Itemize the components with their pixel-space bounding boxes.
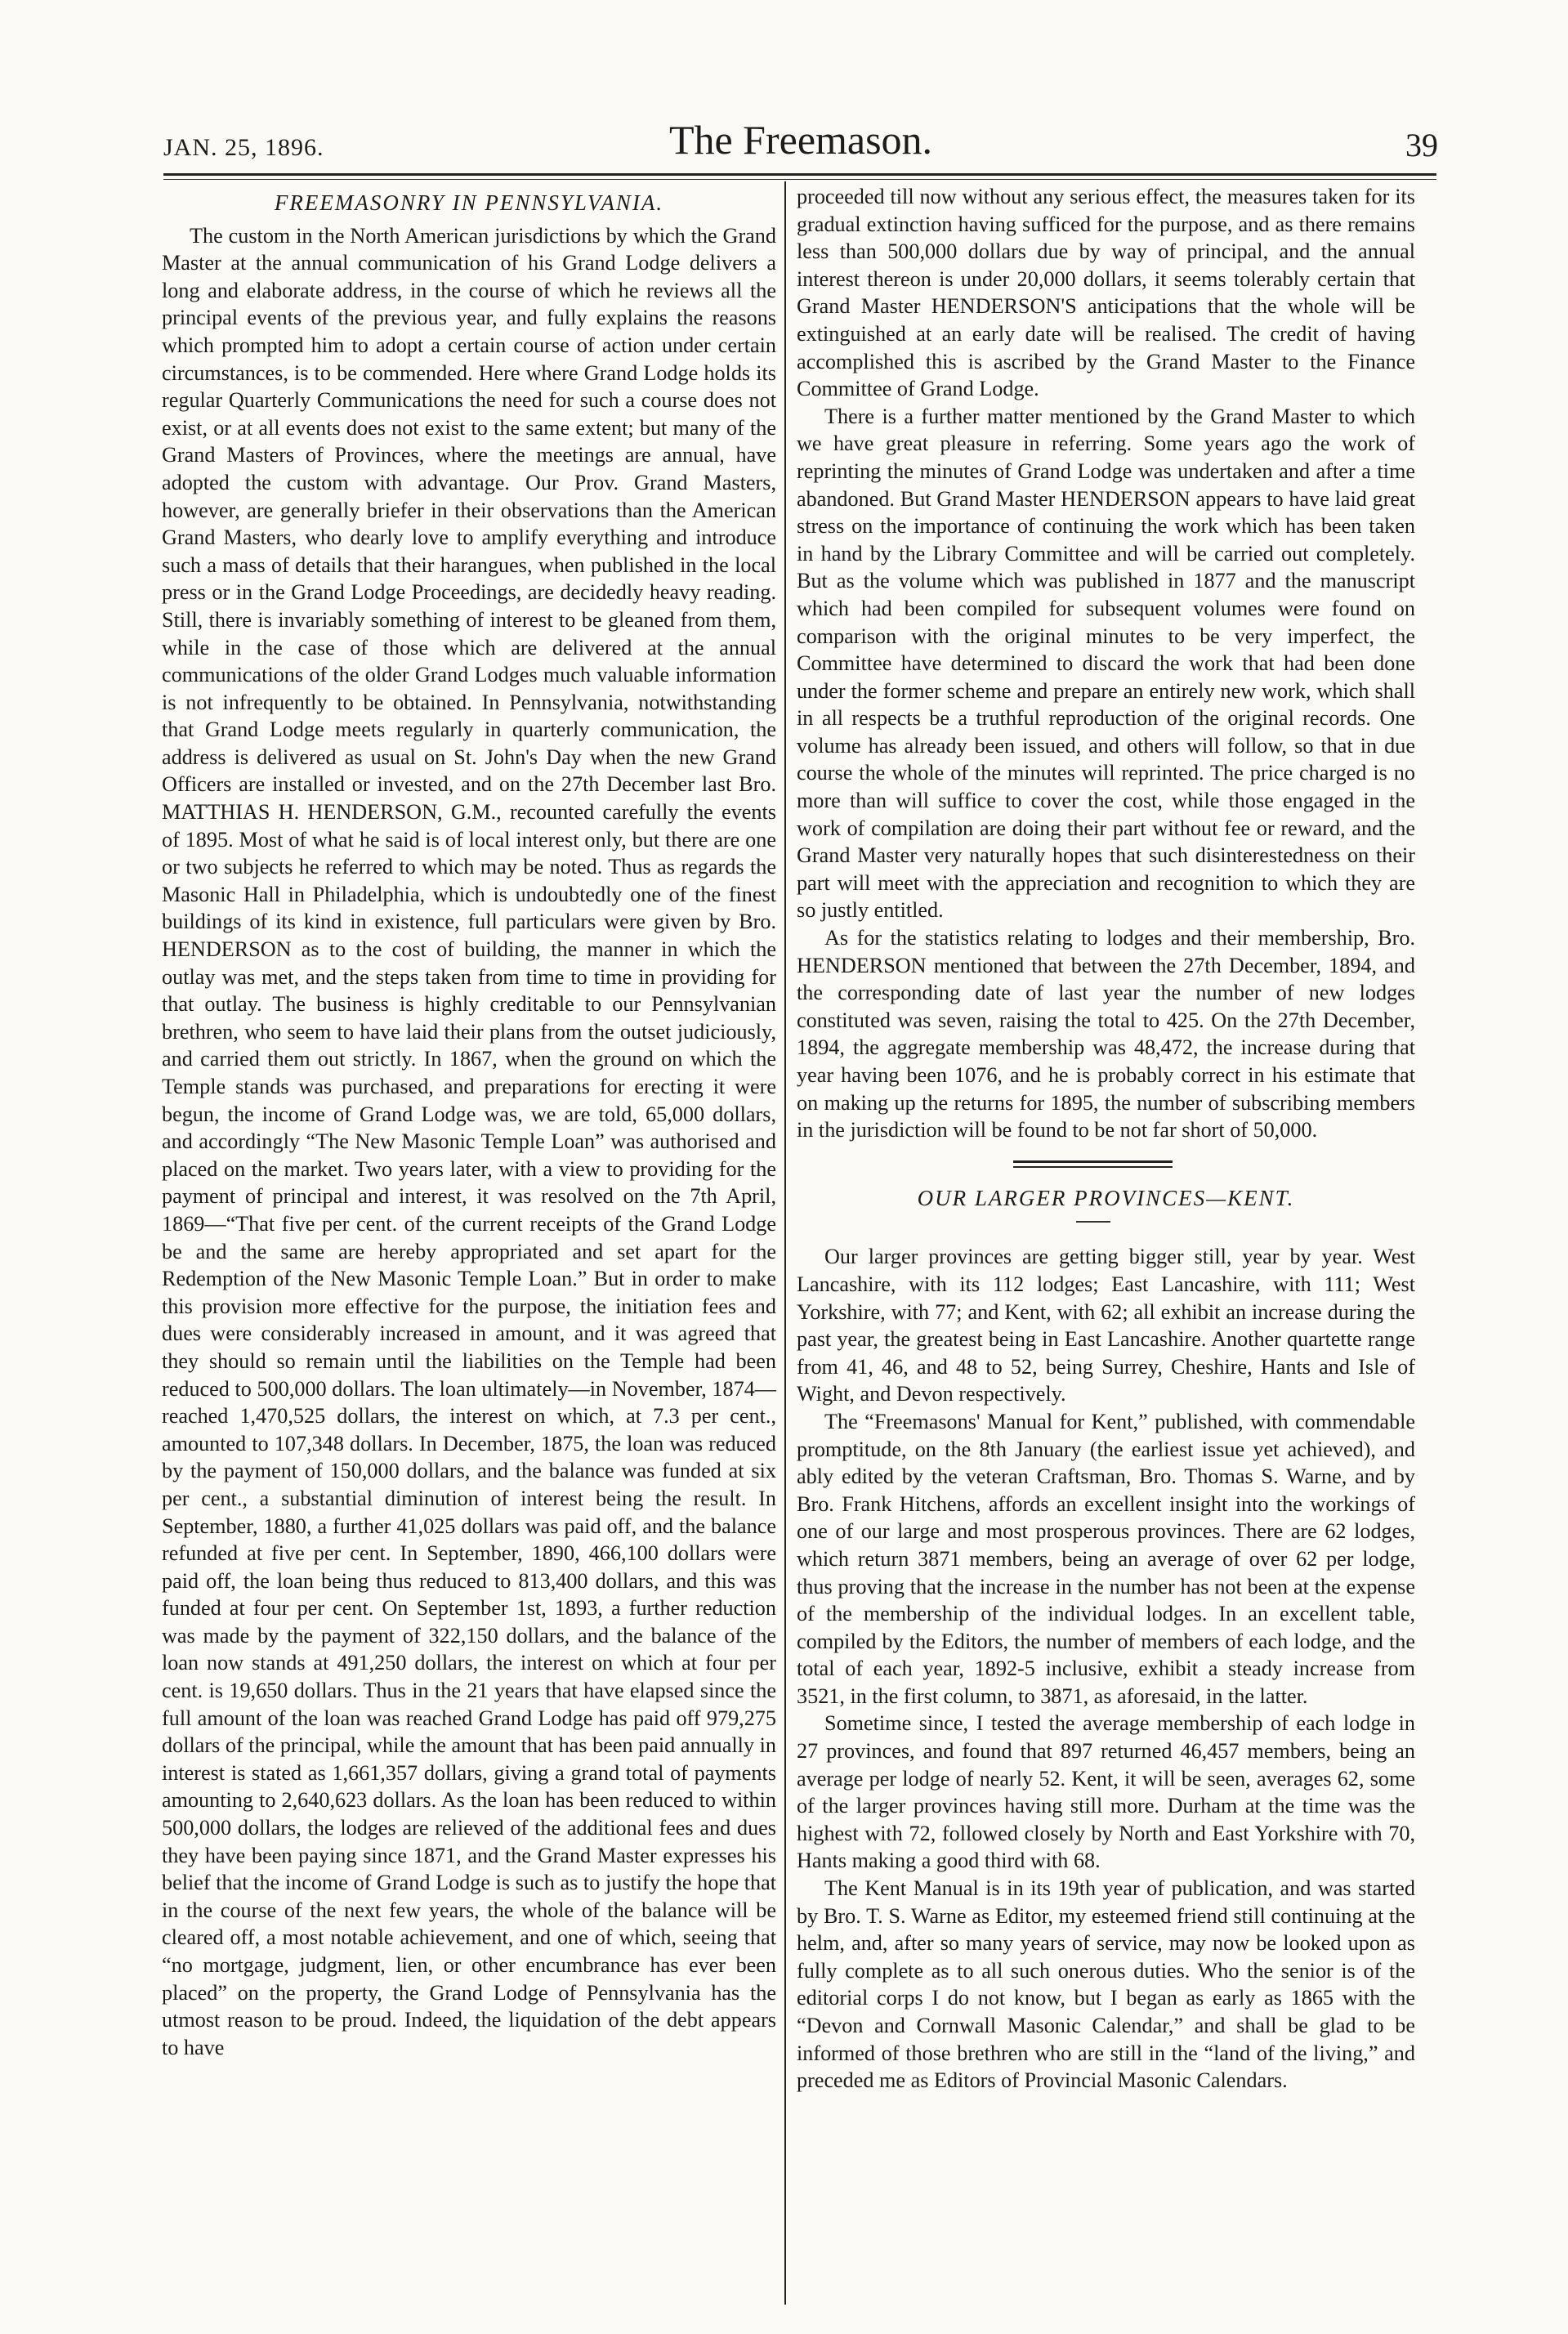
article-heading-freemasonry-pennsylvania: FREEMASONRY IN PENNSYLVANIA. xyxy=(274,190,664,215)
masthead xyxy=(163,116,1438,173)
article-paragraph: The Kent Manual is in its 19th year of publication, and was started by Bro. T. S. Warne as Editor, my esteemed friend still continuing at the helm, and, after so many years of service, may now be looked upon as fully complete as to all such onerous duties. Who the senior is of the editorial corps I do not know, but I began as early as 1865 with the “Devon and Cornwall Masonic Calendar,” and shall be glad to be informed of those brethren who are still in the “land of the living,” and preceded me as Editors of Provincial Masonic Calendars. xyxy=(797,1876,1415,2093)
article-paragraph: The “Freemasons' Manual for Kent,” published, with commendable promptitude, on the 8th January (the earliest issue yet achieved), and ably edited by the veteran Craftsman, Bro. Thomas S. Warne, and by Bro. Frank Hitchens, affords an excellent insight into the workings of one of our large and most prosperous provinces. There are 62 lodges, which return 3871 members, being an average of over 62 per lodge, thus proving that the increase in the number has not been at the expense of the membership of the individual lodges. In an excellent table, compiled by the Editors, the number of members of each lodge, and the total of each year, 1892-5 inclusive, exhibit a steady increase from 3521, in the first column, to 3871, as aforesaid, in the latter. xyxy=(797,1409,1415,1708)
column-right xyxy=(797,183,1415,2095)
article-heading-larger-provinces-kent: OUR LARGER PROVINCES—KENT. xyxy=(917,1185,1295,1210)
article-paragraph: The custom in the North American jurisdictions by which the Grand Master at the annual communication of his Grand Lodge delivers a long and elaborate address, in the course of which he reviews all the principal events of the previous year, and fully explains the reasons which prompted him to adopt a certain course of action under certain circumstances, is to be commended. Here where Grand Lodge holds its regular Quarterly Communications the need for such a course does not exist, or at all events does not exist to the same extent; but many of the Grand Masters of Provinces, where the meetings are annual, have adopted the custom with advantage. Our Prov. Grand Masters, however, are generally briefer in their observations than the American Grand Masters, who dearly love to amplify everything and introduce such a mass of details that their harangues, when published in the local press or in the Grand Lodge Proceedings, are decidedly heavy reading. Still, there is invariably something of interest to be gleaned from them, while in the case of those which are delivered at the annual communications of the older Grand Lodges much valuable information is not infrequently to be obtained. In Pennsylvania, notwithstanding that Grand Lodge meets regularly in quarterly communication, the address is delivered as usual on St. John's Day when the new Grand Officers are installed or invested, and on the 27th December last Bro. MATTHIAS H. HENDERSON, G.M., recounted carefully the events of 1895. Most of what he said is of local interest only, but there are one or two subjects he referred to which may be noted. Thus as regards the Masonic Hall in Philadelphia, which is undoubtedly one of the finest buildings of its kind in existence, full particulars were given by Bro. HENDERSON as to the cost of building, the manner in which the outlay was met, and the steps taken from time to time in providing for that outlay. The business is highly creditable to our Pennsylvanian brethren, who seem to have laid their plans from the outset judiciously, and carried them out strictly. In 1867, when the ground on which the Temple stands was purchased, and preparations for erecting it were begun, the income of Grand Lodge was, we are told, 65,000 dollars, and accordingly “The New Masonic Temple Loan” was authorised and placed on the market. Two years later, with a view to providing for the payment of principal and interest, it was resolved on the 7th April, 1869—“That five per cent. of the current receipts of the Grand Lodge be and the same are hereby appropriated and set apart for the Redemption of the New Masonic Temple Loan.” But in order to make this provision more effective for the purpose, the initiation fees and dues were considerably increased in amount, and it was agreed that they should so remain until the liabilities on the Temple had been reduced to 500,000 dollars. The loan ultimately—in November, 1874—reached 1,470,525 dollars, the interest on which, at 7.3 per cent., amounted to 107,348 dollars. In December, 1875, the loan was reduced by the payment of 150,000 dollars, and the balance was funded at six per cent., a substantial diminution of interest being the result. In September, 1880, a further 41,025 dollars was paid off, and the balance refunded at five per cent. In September, 1890, 466,100 dollars were paid off, the loan being thus reduced to 813,400 dollars, and this was funded at four per cent. On September 1st, 1893, a further reduction was made by the payment of 322,150 dollars, and the balance of the loan now stands at 491,250 dollars, the interest on which at four per cent. is 19,650 dollars. Thus in the 21 years that have elapsed since the full amount of the loan was reached Grand Lodge has paid off 979,275 dollars of the principal, while the amount that has been paid annually in interest is stated as 1,661,357 dollars, giving a grand total of payments amounting to 2,640,623 dollars. As the loan has been reduced to within 500,000 dollars, the lodges are relieved of the additional fees and dues they have been paying since 1871, and the Grand Master expresses his belief that the income of Grand Lodge is such as to justify the hope that in the course of the next few years, the whole of the balance will be cleared off, a most notable achievement, and one of which, seeing that “no mortgage, judgment, lien, or other encumbrance has ever been placed” on the property, the Grand Lodge of Pennsylvania has the utmost reason to be proud. Indeed, the liquidation of the debt appears to have xyxy=(162,223,776,2059)
article-separator xyxy=(797,1156,1415,1174)
article-paragraph: Sometime since, I tested the average membership of each lodge in 27 provinces, and found that 897 returned 46,457 members, being an average per lodge of nearly 52. Kent, it will be seen, averages 62, some of the larger provinces having still more. Durham at the time was the highest with 72, followed closely by North and East Yorkshire with 70, Hants making a good third with 68. xyxy=(797,1711,1415,1873)
newspaper-title: The Freemason. xyxy=(668,117,933,163)
article-paragraph: As for the statistics relating to lodges and their membership, Bro. HENDERSON mentioned that between the 27th December, 1894, and the corresponding date of last year the number of new lodges constituted was seven, raising the total to 425. On the 27th December, 1894, the aggregate membership was 48,472, the increase during that year having been 1076, and he is probably correct in his estimate that on making up the returns for 1895, the number of subscribing members in the jurisdiction will be found to be not far short of 50,000. xyxy=(797,926,1415,1142)
column-left xyxy=(162,190,776,2061)
heading-dash xyxy=(797,1217,1415,1228)
column-divider xyxy=(784,181,786,2305)
article-paragraph: Our larger provinces are getting bigger still, year by year. West Lancashire, with its 112 lodges; East Lancashire, with 111; West Yorkshire, with 77; and Kent, with 62; all exhibit an increase during the past year, the greatest being in East Lancashire. Another quartette range from 41, 46, and 48 to 52, being Surrey, Cheshire, Hants and Isle of Wight, and Devon respectively. xyxy=(797,1245,1415,1406)
page-number: 39 xyxy=(1405,127,1438,163)
header-rule-thick xyxy=(163,173,1436,176)
article-paragraph-continued: proceeded till now without any serious effect, the measures taken for its gradual extinction having sufficed for the purpose, and as there remains less than 500,000 dollars due by way of principal, and the annual interest thereon is under 20,000 dollars, it seems tolerably certain that Grand Master HENDERSON'S anticipations that the whole will be extinguished at an early date will be realised. The credit of having accomplished this is ascribed by the Grand Master to the Finance Committee of Grand Lodge. xyxy=(797,185,1415,401)
header-rule-thin xyxy=(163,179,1436,180)
issue-date: JAN. 25, 1896. xyxy=(163,134,324,161)
article-paragraph: There is a further matter mentioned by the Grand Master to which we have great pleasure in referring. Some years ago the work of reprinting the minutes of Grand Lodge was undertaken and after a time abandoned. But Grand Master HENDERSON appears to have laid great stress on the importance of continuing the work which has been taken in hand by the Library Committee and will be carried out completely. But as the volume which was published in 1877 and the manuscript which had been compiled for subsequent volumes were found on comparison with the original minutes to be very imperfect, the Committee have determined to discard the work that had been done under the former scheme and prepare an entirely new work, which shall in all respects be a truthful reproduction of the original records. One volume has already been issued, and others will follow, so that in due course the whole of the minutes will reprinted. The price charged is no more than will suffice to cover the cost, while those engaged in the work of compilation are doing their part without fee or reward, and the Grand Master very naturally hopes that such disinterestedness on their part will meet with the appreciation and recognition to which they are so justly entitled. xyxy=(797,404,1415,923)
